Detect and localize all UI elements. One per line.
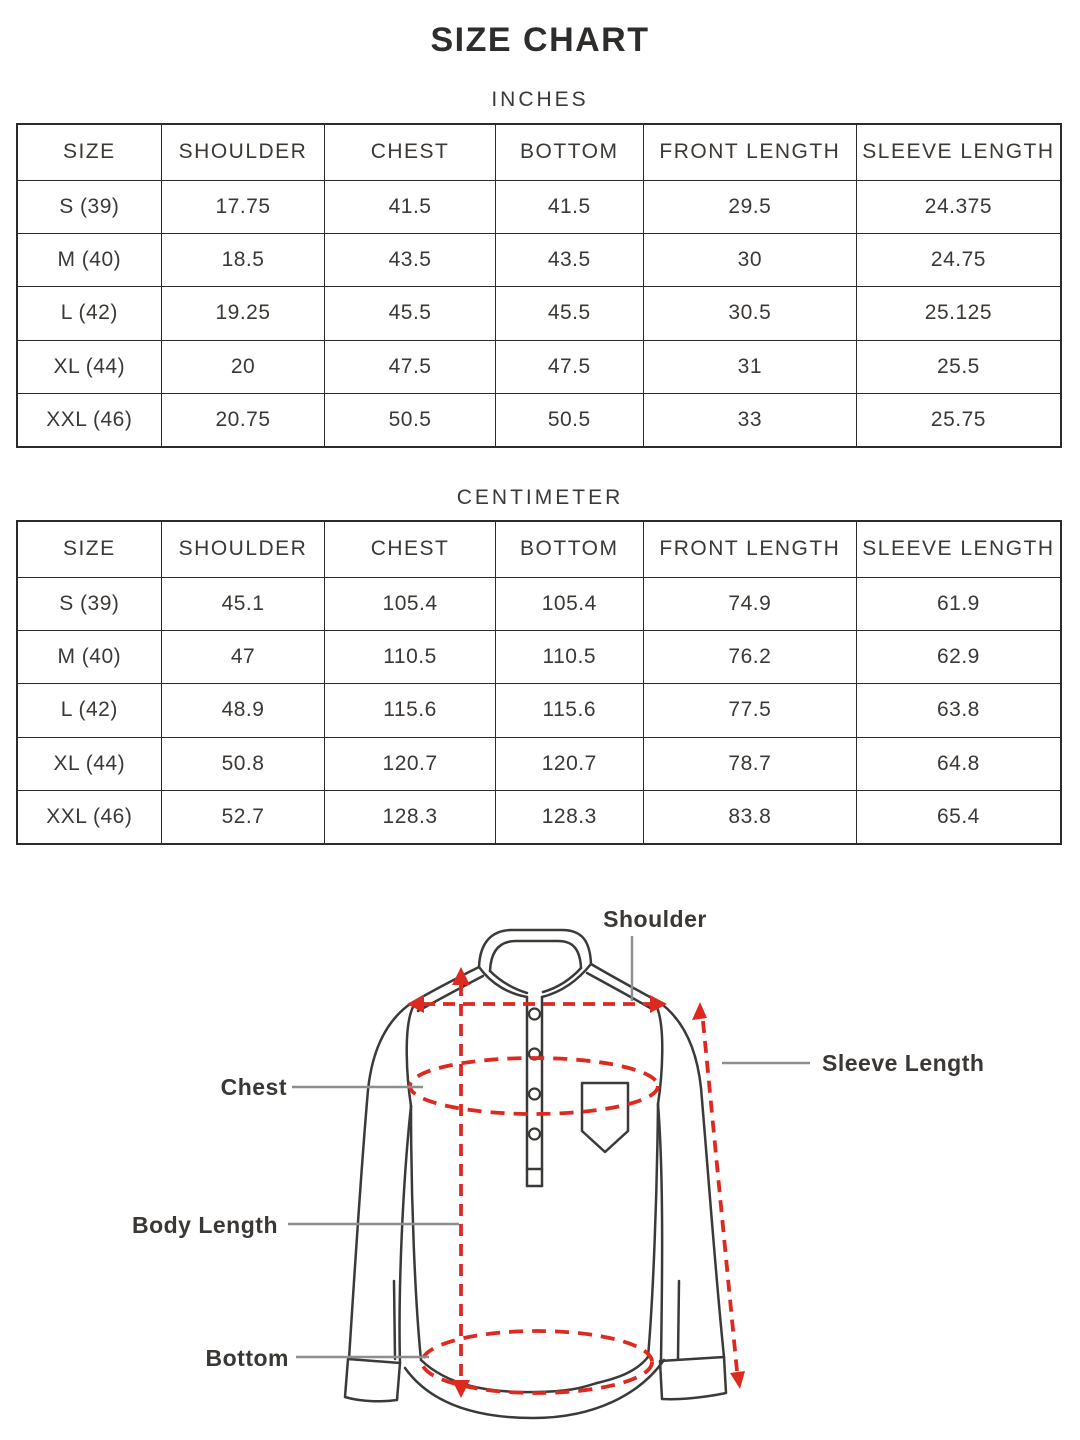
- measurement-cell: 17.75: [161, 180, 325, 233]
- measurement-cell: 61.9: [856, 577, 1061, 630]
- measurement-cell: 62.9: [856, 630, 1061, 683]
- measurement-cell: 43.5: [325, 233, 495, 286]
- column-header: BOTTOM: [495, 124, 643, 180]
- measurement-cell: 105.4: [325, 577, 495, 630]
- size-row: [17, 287, 1061, 340]
- size-cell: M (40): [17, 233, 161, 286]
- column-header: SLEEVE LENGTH: [856, 521, 1061, 577]
- measurement-cell: 110.5: [325, 630, 495, 683]
- collar: [479, 930, 591, 997]
- chest-measure-ellipse: [410, 1058, 658, 1114]
- header-row: [17, 124, 1061, 180]
- size-row: [17, 630, 1061, 683]
- size-cell: XXL (46): [17, 791, 161, 844]
- measurement-cell: 33: [643, 394, 856, 447]
- size-row: [17, 233, 1061, 286]
- measurement-cell: 25.125: [856, 287, 1061, 340]
- size-row: [17, 340, 1061, 393]
- header-row: [17, 521, 1061, 577]
- measurement-cell: 115.6: [495, 684, 643, 737]
- measurement-cell: 64.8: [856, 737, 1061, 790]
- size-row: [17, 577, 1061, 630]
- measurement-cell: 65.4: [856, 791, 1061, 844]
- measurement-cell: 47: [161, 630, 325, 683]
- shirt-outline: [345, 930, 726, 1418]
- sleeve-length-measure-arrow: [692, 1002, 745, 1389]
- unit-label-centimeter: CENTIMETER: [456, 486, 624, 509]
- chest-label: Chest: [220, 1074, 287, 1100]
- size-row: [17, 684, 1061, 737]
- column-header: CHEST: [325, 521, 495, 577]
- measurement-cell: 83.8: [643, 791, 856, 844]
- measurement-cell: 25.5: [856, 340, 1061, 393]
- measurement-cell: 24.75: [856, 233, 1061, 286]
- measurement-cell: 19.25: [161, 287, 325, 340]
- size-cell: M (40): [17, 630, 161, 683]
- unit-label-inches: INCHES: [491, 88, 589, 111]
- measurement-cell: 120.7: [325, 737, 495, 790]
- column-header: CHEST: [325, 124, 495, 180]
- measurement-cell: 30: [643, 233, 856, 286]
- measurement-cell: 78.7: [643, 737, 856, 790]
- measurement-cell: 50.8: [161, 737, 325, 790]
- left-shoulder-seam: [407, 967, 483, 1106]
- measurement-cell: 25.75: [856, 394, 1061, 447]
- measurement-cell: 43.5: [495, 233, 643, 286]
- sleeve-length-label: Sleeve Length: [822, 1050, 985, 1076]
- measurement-cell: 128.3: [495, 791, 643, 844]
- measurement-cell: 115.6: [325, 684, 495, 737]
- measurements: [407, 967, 745, 1398]
- body-length-label: Body Length: [131, 1212, 278, 1238]
- measurement-cell: 30.5: [643, 287, 856, 340]
- shirt-measurement-diagram: [0, 880, 1080, 1440]
- measurement-cell: 45.1: [161, 577, 325, 630]
- measurement-cell: 47.5: [325, 340, 495, 393]
- size-cell: XXL (46): [17, 394, 161, 447]
- measurement-cell: 120.7: [495, 737, 643, 790]
- right-sleeve: [658, 1002, 726, 1399]
- measurement-cell: 41.5: [495, 180, 643, 233]
- button: [529, 1129, 540, 1140]
- measurement-cell: 31: [643, 340, 856, 393]
- size-cell: L (42): [17, 287, 161, 340]
- column-header: SIZE: [17, 124, 161, 180]
- size-cell: XL (44): [17, 737, 161, 790]
- size-cell: S (39): [17, 180, 161, 233]
- measurement-cell: 41.5: [325, 180, 495, 233]
- chest-pocket: [582, 1083, 628, 1152]
- left-sleeve: [345, 1004, 411, 1401]
- body-length-measure-arrow: [452, 967, 470, 1398]
- bottom-label: Bottom: [205, 1345, 289, 1371]
- measurement-cell: 52.7: [161, 791, 325, 844]
- column-header: SIZE: [17, 521, 161, 577]
- measurement-cell: 110.5: [495, 630, 643, 683]
- diagram-labels: [132, 906, 984, 1371]
- measurement-cell: 105.4: [495, 577, 643, 630]
- measurement-cell: 47.5: [495, 340, 643, 393]
- measurement-cell: 45.5: [325, 287, 495, 340]
- pointer-lines: [288, 936, 810, 1357]
- size-row: [17, 737, 1061, 790]
- measurement-cell: 24.375: [856, 180, 1061, 233]
- column-header: SHOULDER: [161, 124, 325, 180]
- measurement-cell: 50.5: [495, 394, 643, 447]
- measurement-cell: 18.5: [161, 233, 325, 286]
- shoulder-label: Shoulder: [603, 906, 707, 932]
- measurement-cell: 48.9: [161, 684, 325, 737]
- size-row: [17, 791, 1061, 844]
- measurement-cell: 29.5: [643, 180, 856, 233]
- size-table-inches: [16, 123, 1062, 448]
- size-cell: S (39): [17, 577, 161, 630]
- measurement-cell: 45.5: [495, 287, 643, 340]
- hem-outer: [405, 1360, 664, 1418]
- button: [529, 1089, 540, 1100]
- measurement-cell: 20: [161, 340, 325, 393]
- body: [405, 1104, 664, 1418]
- column-header: SHOULDER: [161, 521, 325, 577]
- measurement-cell: 128.3: [325, 791, 495, 844]
- column-header: BOTTOM: [495, 521, 643, 577]
- size-row: [17, 394, 1061, 447]
- measurement-cell: 76.2: [643, 630, 856, 683]
- column-header: SLEEVE LENGTH: [856, 124, 1061, 180]
- column-header: FRONT LENGTH: [643, 124, 856, 180]
- size-cell: L (42): [17, 684, 161, 737]
- size-table-centimeter: [16, 520, 1062, 845]
- measurement-cell: 20.75: [161, 394, 325, 447]
- measurement-cell: 63.8: [856, 684, 1061, 737]
- button: [529, 1009, 540, 1020]
- size-row: [17, 180, 1061, 233]
- measurement-cell: 50.5: [325, 394, 495, 447]
- measurement-cell: 77.5: [643, 684, 856, 737]
- page-title: SIZE CHART: [430, 21, 650, 59]
- size-cell: XL (44): [17, 340, 161, 393]
- column-header: FRONT LENGTH: [643, 521, 856, 577]
- measurement-cell: 74.9: [643, 577, 856, 630]
- placket-buttons: [529, 1009, 540, 1140]
